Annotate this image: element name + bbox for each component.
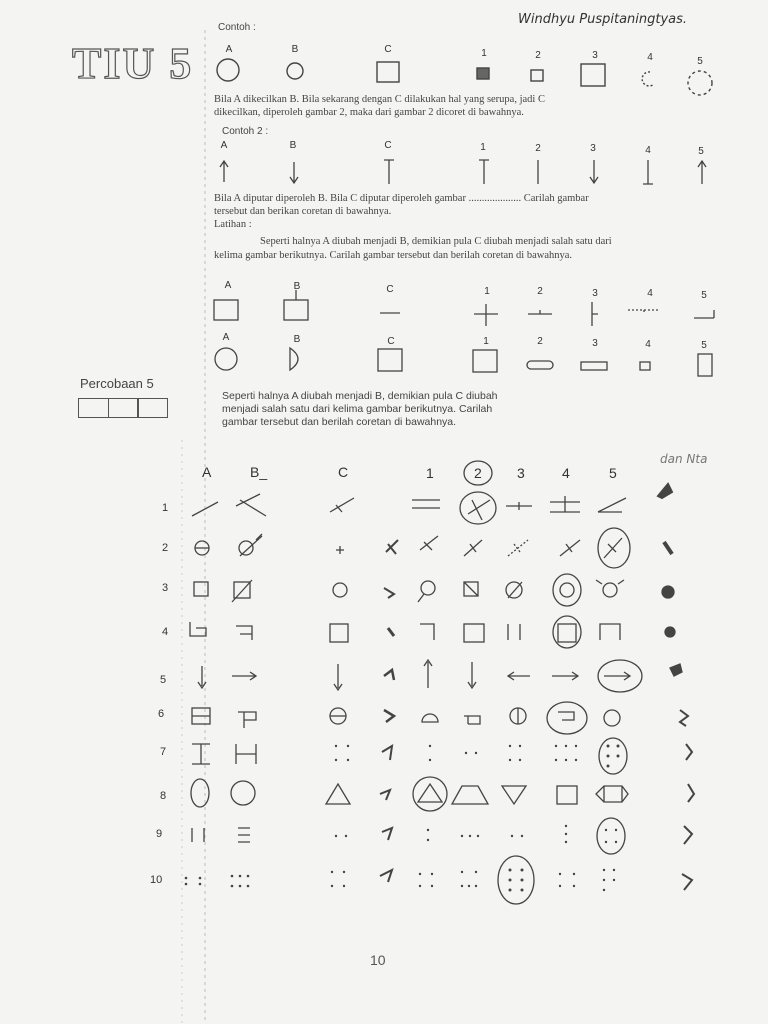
latihan1-num-5: 5 xyxy=(701,290,707,301)
grid-row-8 xyxy=(191,777,694,811)
grid-header-2: 2 xyxy=(474,465,482,481)
row-number: 5 xyxy=(160,674,167,686)
contoh1-num-2: 2 xyxy=(535,50,541,61)
page-title: TIU 5 xyxy=(72,39,194,88)
grid-header-a: A xyxy=(202,464,212,480)
latihan1-num-4: 4 xyxy=(647,288,653,299)
contoh2-num-2: 2 xyxy=(535,143,541,154)
page-number: 10 xyxy=(370,952,386,968)
row-number: 2 xyxy=(162,542,169,554)
contoh2-letter-a: A xyxy=(220,140,228,151)
student-name: Windhyu Puspitaningtyas. xyxy=(518,12,688,27)
row-number: 7 xyxy=(160,746,167,758)
row-number: 4 xyxy=(162,626,169,638)
grid-header-4: 4 xyxy=(562,465,570,481)
grid-row-3 xyxy=(194,574,674,606)
percobaan-text-2: menjadi salah satu dari kelima gambar berikutnya. Carilah xyxy=(222,403,493,415)
latihan1-letter-c: C xyxy=(386,284,394,295)
latihan1-letter-b: B xyxy=(293,281,301,292)
latihan-label: Latihan : xyxy=(214,219,252,230)
contoh1-text-2: dikecilkan, diperoleh gambar 2, maka dari gambar 2 dicoret di bawahnya. xyxy=(214,107,524,118)
contoh1-num-4: 4 xyxy=(647,52,653,63)
row-number: 1 xyxy=(162,502,169,514)
grid-row-7 xyxy=(192,738,692,774)
latihan-text-2: kelima gambar berikutnya. Carilah gambar tersebut dan berilah coretan di bawahnya. xyxy=(214,250,573,261)
grid-header-b: B_ xyxy=(250,464,268,480)
grid-row-4 xyxy=(190,616,675,648)
row-number: 10 xyxy=(150,874,163,886)
latihan1-num-1: 1 xyxy=(484,286,490,297)
percobaan-text-3: gambar tersebut dan berilah coretan di bawahnya. xyxy=(222,416,457,428)
grid-row-6 xyxy=(192,702,688,734)
grid-row-5 xyxy=(198,660,682,692)
contoh2-num-3: 3 xyxy=(590,143,596,154)
latihan2-num-2: 2 xyxy=(537,336,543,347)
contoh1-text-1: Bila A dikecilkan B. Bila sekarang dengan C dilakukan hal yang serupa, jadi C xyxy=(214,94,545,105)
latihan1-letter-a: A xyxy=(224,280,232,291)
contoh2-letter-c: C xyxy=(384,140,392,151)
row-number: 3 xyxy=(162,582,169,594)
grid-row-2 xyxy=(195,528,672,568)
grid-hand-note: dan Nta xyxy=(660,452,708,466)
percobaan-text-1: Seperti halnya A diubah menjadi B, demikian pula C diubah xyxy=(222,390,498,402)
latihan2-num-5: 5 xyxy=(701,340,707,351)
contoh1-letter-a: A xyxy=(225,44,233,55)
latihan2-letter-a: A xyxy=(222,332,230,343)
contoh2-num-5: 5 xyxy=(698,146,704,157)
contoh1-letter-b: B xyxy=(291,44,299,55)
contoh2-letter-b: B xyxy=(289,140,297,151)
grid-row-10 xyxy=(185,856,692,904)
grid-row-9 xyxy=(192,818,692,854)
contoh2-label: Contoh 2 : xyxy=(222,126,269,137)
grid-header-2-circle xyxy=(464,461,492,485)
grid-header-c: C xyxy=(338,464,349,480)
contoh1-letter-c: C xyxy=(384,44,392,55)
latihan2-letter-c: C xyxy=(387,336,395,347)
latihan-text-1: Seperti halnya A diubah menjadi B, demikian pula C diubah menjadi salah satu dari xyxy=(260,236,612,247)
contoh1-num-5: 5 xyxy=(697,56,703,67)
row-number: 6 xyxy=(158,708,165,720)
grid-row-1 xyxy=(192,484,672,524)
latihan2-num-1: 1 xyxy=(483,336,489,347)
latihan1-num-3: 3 xyxy=(592,288,598,299)
contoh1-label: Contoh : xyxy=(218,22,256,33)
latihan2-num-4: 4 xyxy=(645,339,651,350)
contoh2-text-2: tersebut dan berikan coretan di bawahnya. xyxy=(214,206,392,217)
latihan2-letter-b: B xyxy=(293,334,301,345)
contoh1-num-3: 3 xyxy=(592,50,598,61)
row-number: 8 xyxy=(160,790,167,802)
grid-header-1: 1 xyxy=(426,465,434,481)
row-number: 9 xyxy=(156,828,163,840)
contoh2-text-1: Bila A diputar diperoleh B. Bila C diputar diperoleh gambar .................... Carilah gambar xyxy=(214,193,589,204)
contoh1-num-1: 1 xyxy=(481,48,487,59)
latihan2-num-3: 3 xyxy=(592,338,598,349)
latihan1-num-2: 2 xyxy=(537,286,543,297)
grid-header-3: 3 xyxy=(517,465,525,481)
grid-header-5: 5 xyxy=(609,465,617,481)
contoh2-num-1: 1 xyxy=(480,142,486,153)
contoh2-num-4: 4 xyxy=(645,145,651,156)
percobaan-label: Percobaan 5 xyxy=(80,376,154,391)
